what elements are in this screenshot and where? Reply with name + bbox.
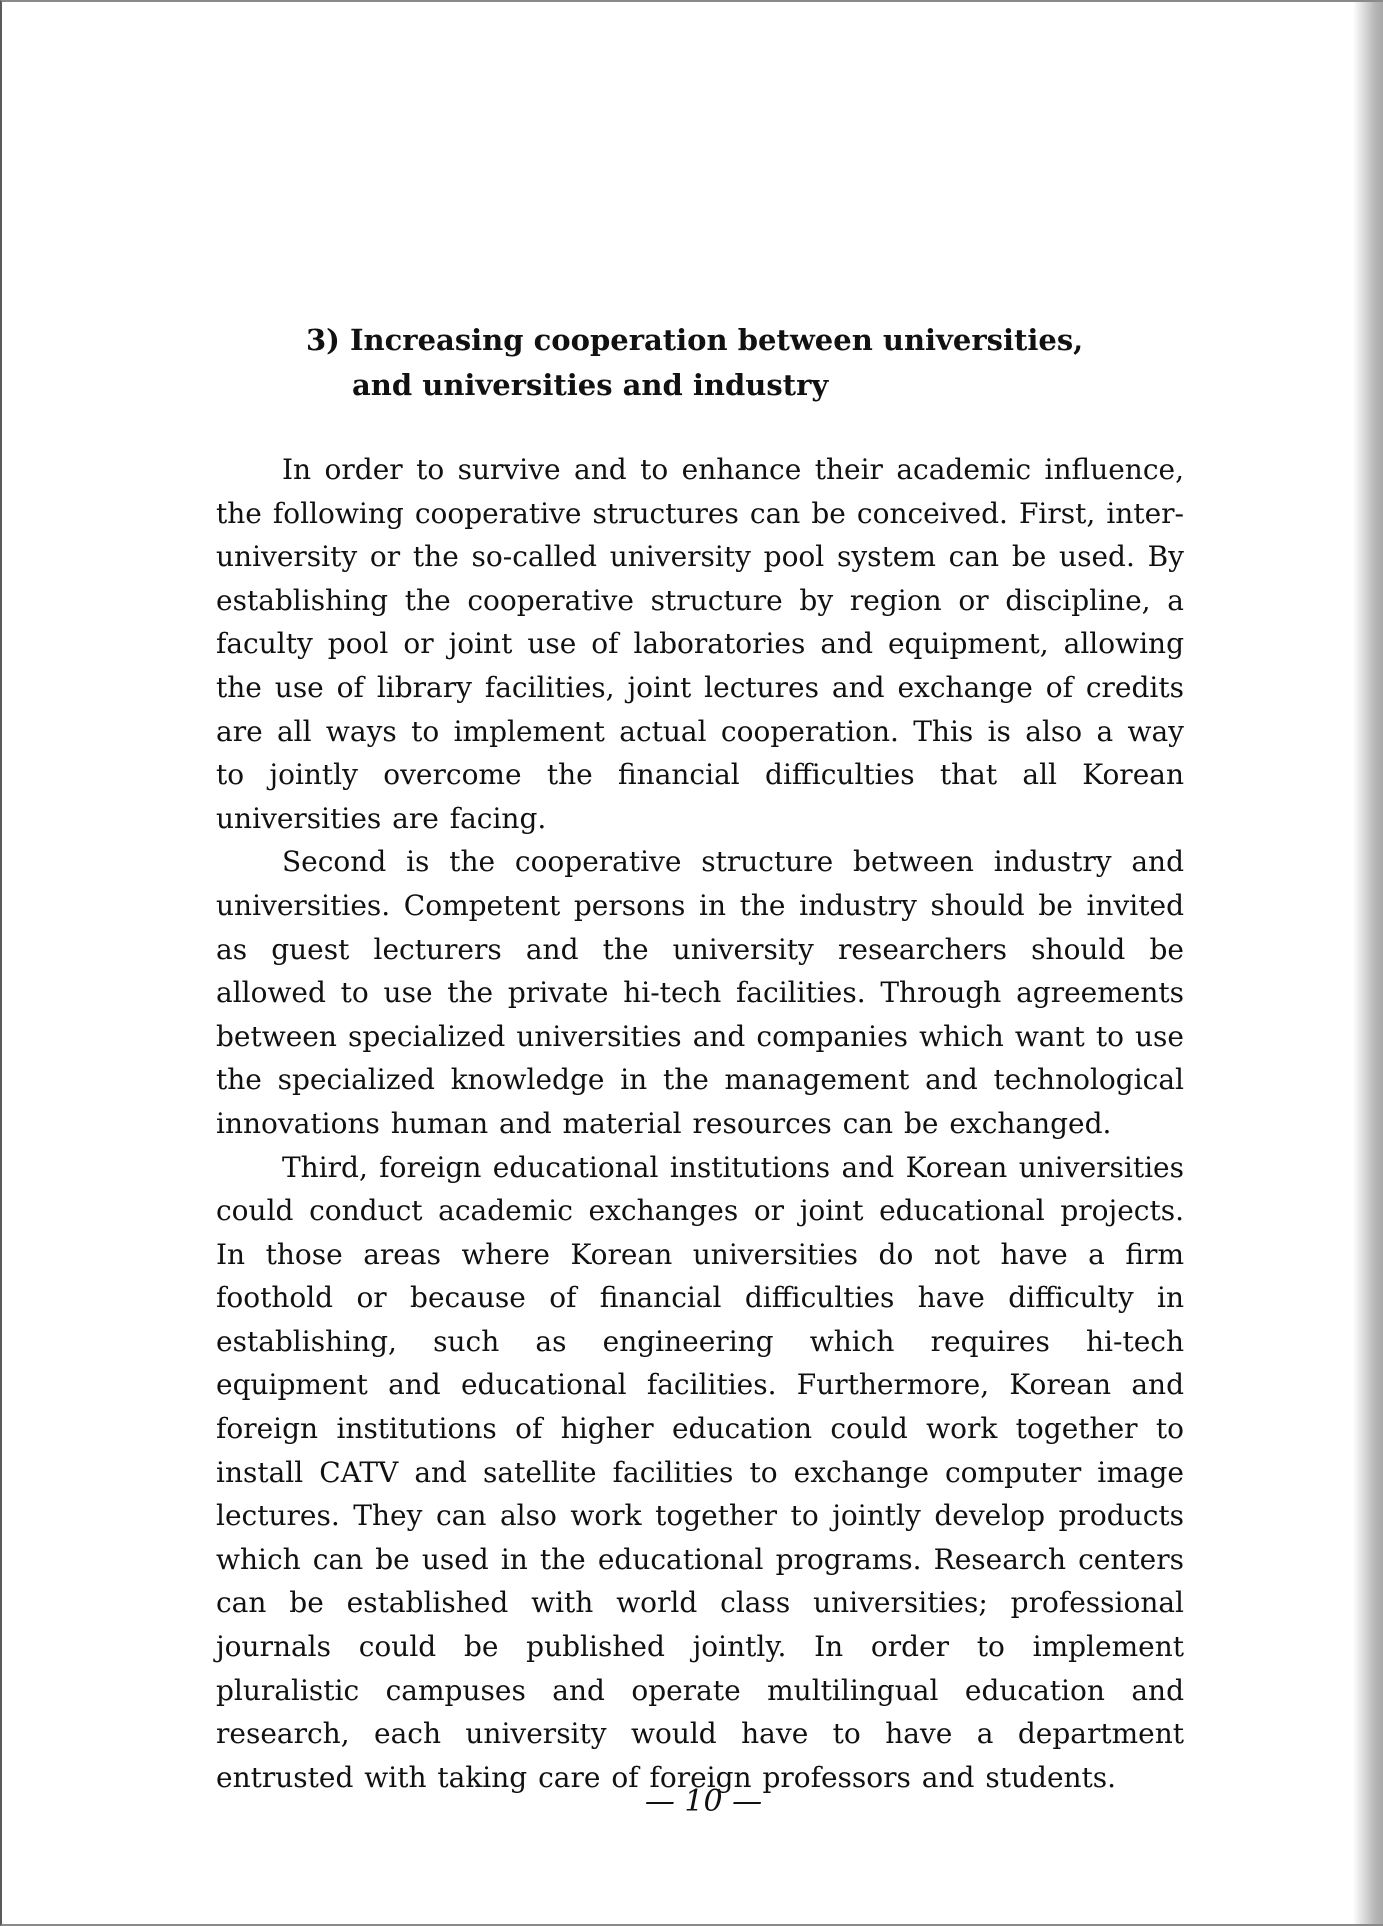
paragraph-1: In order to survive and to enhance their academic influence, the following cooperative structures can be conceived. First, inter-university or the so-called university pool system can be used. By establishing the cooperative structure by region or discipline, a faculty pool or joint use of laboratories and equipment, allowing the use of library facilities, joint lectures and exchange of credits are all ways to implement actual cooperation. This is also a way to jointly overcome the financial difficulties that all Korean universities are facing. (216, 453, 1184, 835)
page-number: — 10 — (644, 1784, 763, 1819)
paragraph-3: Third, foreign educational institutions and Korean universities could conduct academic exchanges or joint educational projects. In those areas where Korean universities do not have a firm foothold or because of financial difficulties have difficulty in establishing, such as engineering which requires hi-tech equipment and educational facilities. Furthermore, Korean and foreign institutions of higher education could work together to install CATV and satellite facilities to exchange computer image lectures. They can also work together to jointly develop products which can be used in the educational programs. Research centers can be established with world class universities; professional journals could be published jointly. In order to implement pluralistic campuses and operate multilingual education and research, each university would have to have a department entrusted with taking care of foreign professors and students. (216, 1150, 1184, 1794)
section-heading (216, 318, 1184, 408)
paragraph-2: Second is the cooperative structure between industry and universities. Competent persons in the industry should be invited as guest lecturers and the university researchers should be allowed to use the private hi-tech facilities. Through agreements between specialized universities and companies which want to use the specialized knowledge in the management and technological innovations human and material resources can be exchanged. (216, 845, 1184, 1140)
page-edge-shadow (1353, 2, 1383, 1924)
page-content (216, 318, 1184, 1799)
section-heading-line-2: and universities and industry (352, 368, 829, 402)
section-heading-line-1: 3) Increasing cooperation between universities, (306, 323, 1084, 357)
